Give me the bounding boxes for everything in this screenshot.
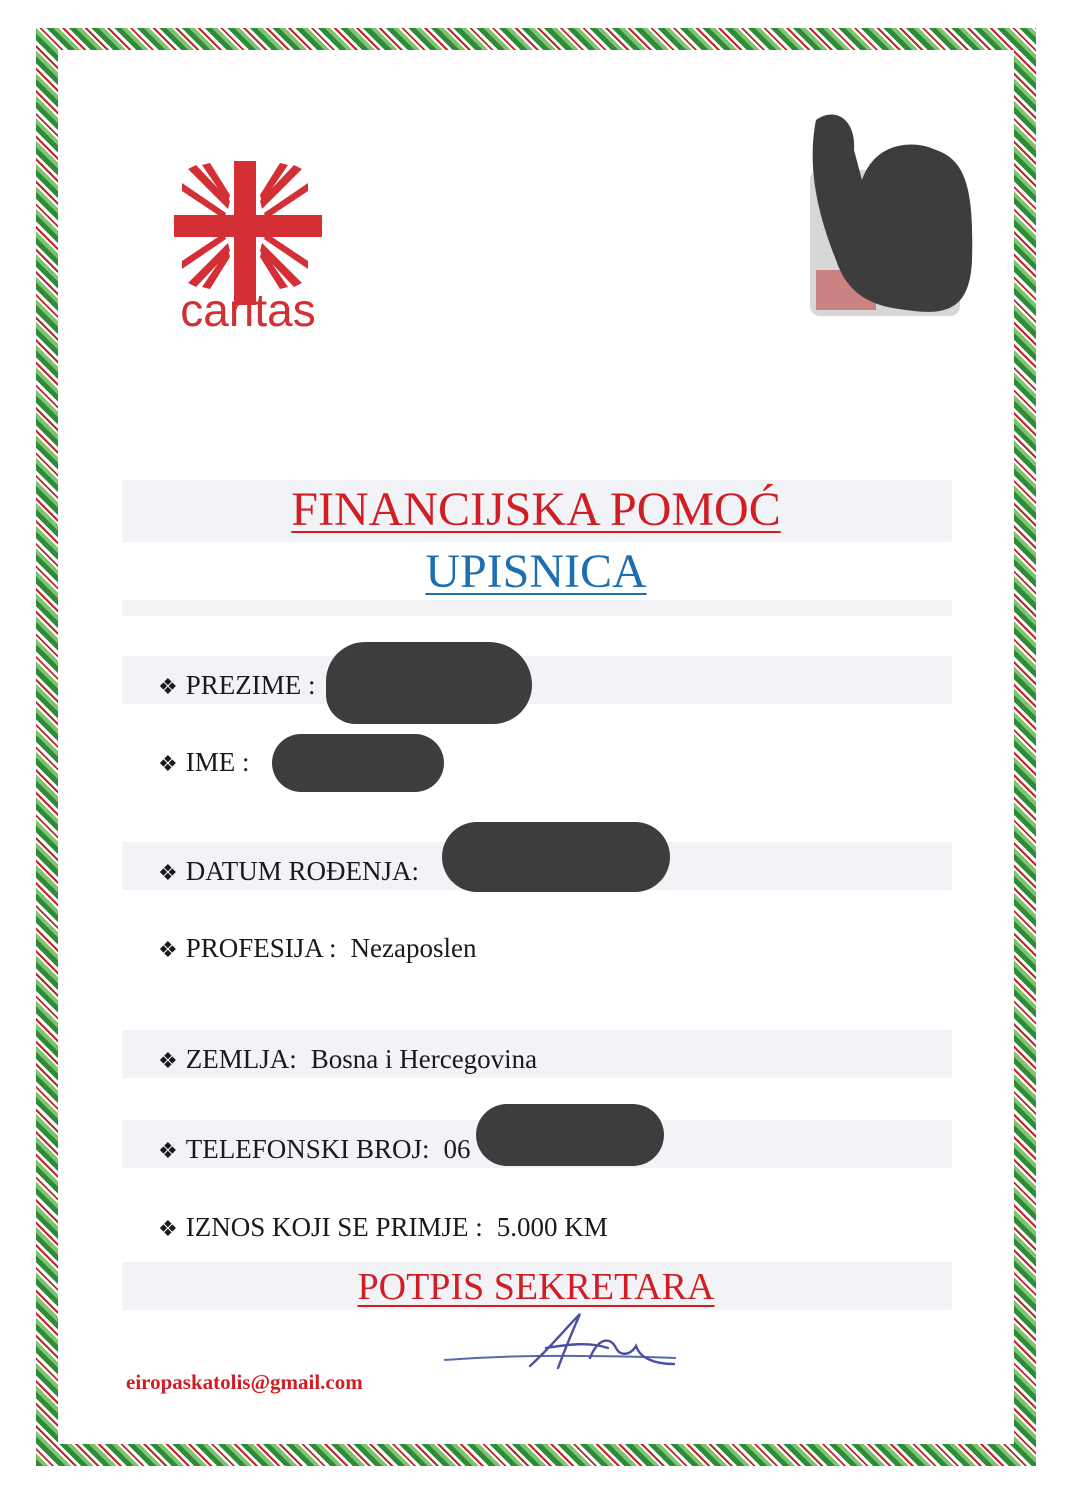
field-label: TELEFONSKI BROJ: [185, 1134, 430, 1164]
field-value: 06 [443, 1134, 471, 1164]
field-label: DATUM ROĐENJA: [185, 856, 419, 886]
redaction-mark [442, 822, 670, 892]
title-stripe-bottom [122, 600, 952, 616]
bullet-icon: ❖ [158, 675, 178, 700]
bullet-icon: ❖ [158, 1139, 178, 1164]
field-prezime [158, 670, 349, 701]
bullet-icon: ❖ [158, 938, 178, 963]
field-value: 5.000 KM [496, 1212, 608, 1242]
redaction-mark [476, 1104, 664, 1166]
caritas-logo-text: caritas [180, 284, 316, 336]
bullet-icon: ❖ [158, 1217, 178, 1242]
handwritten-signature [440, 1308, 680, 1378]
field-label: PREZIME : [185, 670, 316, 700]
field-profesija [158, 933, 477, 964]
redacted-photo [806, 110, 976, 318]
field-datum [158, 856, 433, 887]
document-title: FINANCIJSKA POMOĆ [291, 483, 781, 536]
document-subtitle: UPISNICA [425, 545, 647, 598]
field-iznos [158, 1212, 608, 1243]
field-ime [158, 747, 263, 778]
field-value: Nezaposlen [350, 933, 477, 963]
field-label: IZNOS KOJI SE PRIMJE : [185, 1212, 483, 1242]
contact-email: eiropaskatolis@gmail.com [126, 1370, 363, 1394]
bullet-icon: ❖ [158, 1049, 178, 1074]
field-value: Bosna i Hercegovina [310, 1044, 538, 1074]
field-label: ZEMLJA: [185, 1044, 297, 1074]
signature-title: POTPIS SEKRETARA [357, 1266, 715, 1308]
field-zemlja [158, 1044, 537, 1075]
field-label: IME : [185, 747, 250, 777]
bullet-icon: ❖ [158, 752, 178, 777]
field-label: PROFESIJA : [185, 933, 337, 963]
bullet-icon: ❖ [158, 861, 178, 886]
field-telefon [158, 1134, 471, 1165]
redaction-mark [326, 642, 532, 724]
redaction-mark [272, 734, 444, 792]
